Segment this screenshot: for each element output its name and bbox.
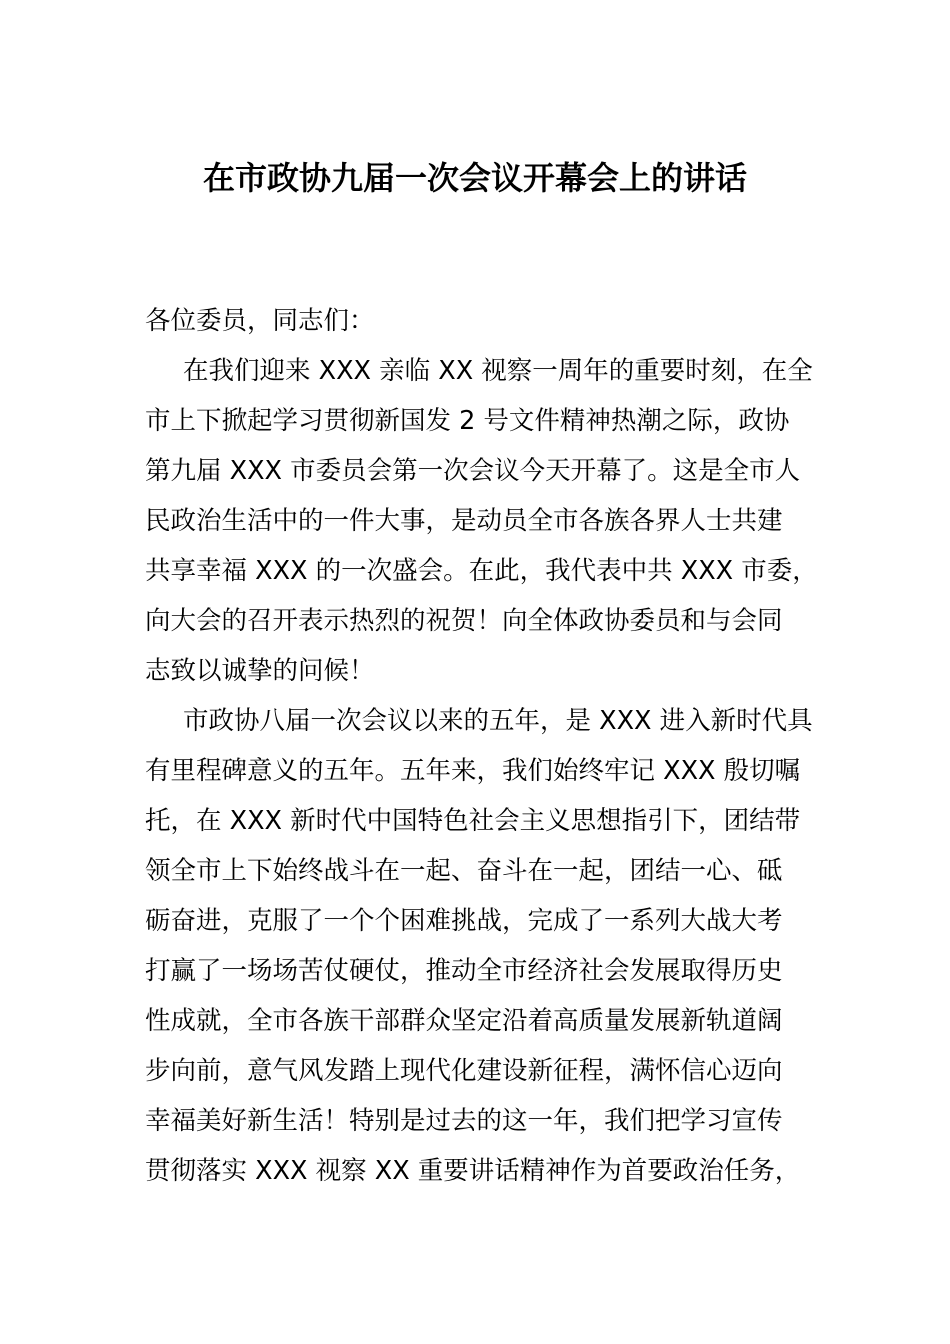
paragraph-line: 第九届 XXX 市委员会第一次会议今天开幕了。这是全市人 [145,456,801,486]
document-title: 在市政协九届一次会议开幕会上的讲话 [202,159,747,197]
paragraph-line: 砺奋进，克服了一个个困难挑战，完成了一系列大战大考 [145,906,783,936]
paragraph-line: 步向前，意气风发踏上现代化建设新征程，满怀信心迈向 [145,1056,783,1086]
paragraph-line: 领全市上下始终战斗在一起、奋斗在一起，团结一心、砥 [145,856,783,886]
paragraph-line: 民政治生活中的一件大事，是动员全市各族各界人士共建 [145,506,783,536]
paragraph-line: 市政协八届一次会议以来的五年，是 XXX 进入新时代具 [183,706,813,736]
paragraph-line: 幸福美好新生活！特别是过去的这一年，我们把学习宣传 [145,1106,783,1136]
paragraph-1 [145,346,825,696]
paragraph-line: 向大会的召开表示热烈的祝贺！向全体政协委员和与会同 [145,606,783,636]
paragraph-2 [145,696,825,1196]
paragraph-line: 志致以诚挚的问候！ [145,656,375,686]
salutation: 各位委员，同志们： [145,306,375,336]
paragraph-line: 共享幸福 XXX 的一次盛会。在此，我代表中共 XXX 市委， [145,556,818,586]
paragraph-line: 打赢了一场场苦仗硬仗，推动全市经济社会发展取得历史 [145,956,783,986]
paragraph-line: 性成就，全市各族干部群众坚定沿着高质量发展新轨道阔 [145,1006,783,1036]
paragraph-line: 市上下掀起学习贯彻新国发 2 号文件精神热潮之际，政协 [145,406,790,436]
document-body [145,296,825,1196]
paragraph-line: 托，在 XXX 新时代中国特色社会主义思想指引下，团结带 [145,806,801,836]
paragraph-line: 有里程碑意义的五年。五年来，我们始终牢记 XXX 殷切嘱 [145,756,801,786]
paragraph-line: 在我们迎来 XXX 亲临 XX 视察一周年的重要时刻，在全 [183,356,813,386]
paragraph-line: 贯彻落实 XXX 视察 XX 重要讲话精神作为首要政治任务， [145,1156,801,1186]
